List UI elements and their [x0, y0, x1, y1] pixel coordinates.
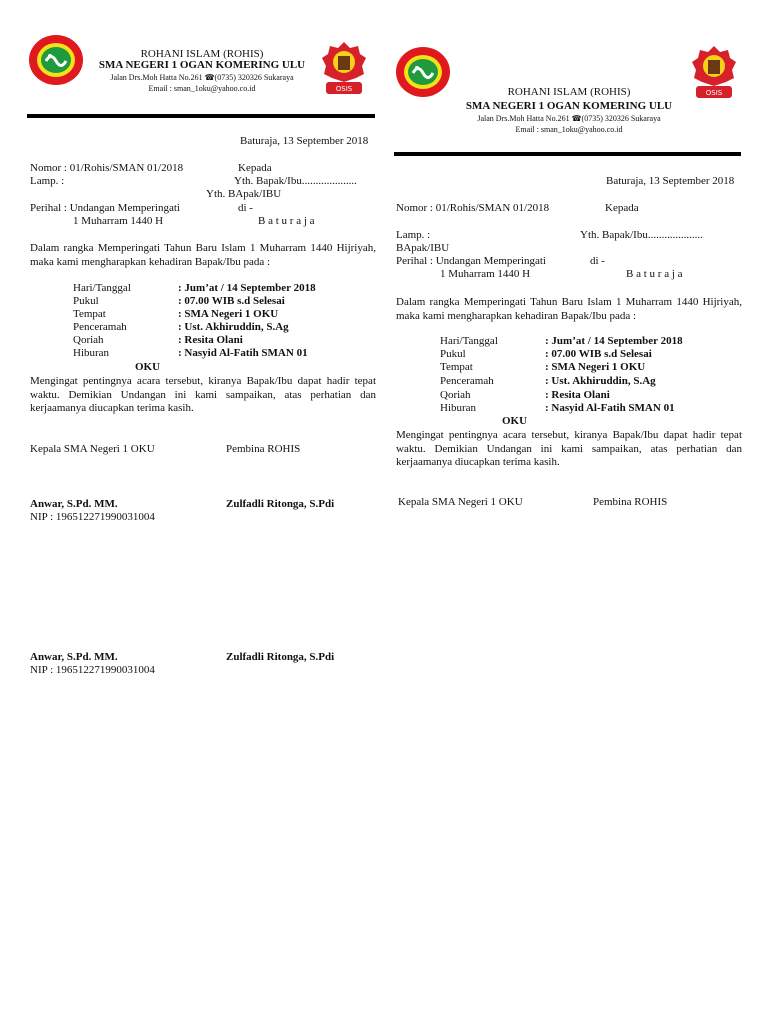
detail-value: : Ust. Akhiruddin, S.Ag — [545, 375, 656, 387]
header-school: SMA NEGERI 1 OGAN KOMERING ULU — [98, 59, 306, 71]
detail-value: : SMA Negeri 1 OKU — [545, 361, 646, 373]
detail-value: : Resita Olani — [545, 389, 610, 401]
header-address: Jalan Drs.Moh Hatta No.261 ☎(0735) 320326 Sukaraya — [477, 114, 661, 123]
osis-logo-icon — [320, 40, 368, 98]
letter-perihal: Perihal : Undangan Memperingati — [396, 255, 546, 267]
detail-value: : Resita Olani — [178, 334, 243, 346]
detail-value: : 07.00 WIB s.d Selesai — [178, 295, 285, 307]
header-org: ROHANI ISLAM (ROHIS) — [507, 86, 631, 98]
header-divider — [27, 114, 375, 118]
sign-name-left: Anwar, S.Pd. MM. — [30, 651, 118, 663]
letter-yth-recipient: BApak/IBU — [396, 242, 450, 254]
letter-muharram: 1 Muharram 1440 H — [440, 268, 531, 280]
letter-di: di - — [590, 255, 605, 267]
oku-label: OKU — [502, 415, 528, 427]
header-email: Email : sman_1oku@yahoo.co.id — [148, 84, 256, 93]
letter-closing: Mengingat pentingnya acara tersebut, kiranya Bapak/Ibu dapat hadir tepat waktu. Demikian Undangan ini kami sampaikan, atas perhatian dan kerjaamanya diucapkan terima kasih. — [30, 375, 376, 414]
letter-lamp: Lamp. : — [396, 229, 431, 241]
letter-di: di - — [238, 202, 253, 214]
sign-nip: NIP : 196512271990031004 — [30, 664, 155, 676]
letter-intro: Dalam rangka Memperingati Tahun Baru Islam 1 Muharram 1440 Hijriyah, maka kami mengharapkan kehadiran Bapak/Ibu pada : — [30, 242, 376, 268]
header-org: ROHANI ISLAM (ROHIS) — [140, 48, 264, 60]
oku-label: OKU — [135, 361, 161, 373]
detail-value: : SMA Negeri 1 OKU — [178, 308, 279, 320]
header-divider — [394, 152, 741, 156]
letter-nomor: Nomor : 01/Rohis/SMAN 01/2018 — [30, 162, 184, 174]
detail-label: Hiburan — [440, 402, 477, 414]
letter-yth: Yth. Bapak/Ibu.................... — [234, 175, 357, 187]
detail-value: : Nasyid Al-Fatih SMAN 01 — [545, 402, 675, 414]
letter-city: B a t u r a j a — [626, 268, 683, 280]
osis-logo-label: OSIS — [705, 89, 723, 97]
letter-muharram: 1 Muharram 1440 H — [73, 215, 164, 227]
letter-closing: Mengingat pentingnya acara tersebut, kiranya Bapak/Ibu dapat hadir tepat waktu. Demikian Undangan ini kami sampaikan, atas perhatian dan kerjaamanya diucapkan terima kasih. — [396, 429, 742, 468]
letter-yth: Yth. Bapak/Ibu.................... — [580, 229, 703, 241]
detail-label: Tempat — [73, 308, 106, 320]
detail-label: Pukul — [440, 348, 466, 360]
detail-value: : 07.00 WIB s.d Selesai — [545, 348, 652, 360]
sign-nip: NIP : 196512271990031004 — [30, 511, 155, 523]
letter-lamp: Lamp. : — [30, 175, 65, 187]
detail-value: : Ust. Akhiruddin, S.Ag — [178, 321, 289, 333]
letter-city: B a t u r a j a — [258, 215, 315, 227]
detail-label: Hiburan — [73, 347, 110, 359]
osis-logo-label: OSIS — [335, 85, 353, 93]
detail-label: Hari/Tanggal — [440, 335, 498, 347]
letter-kepada: Kepada — [238, 162, 272, 174]
sign-name-right: Zulfadli Ritonga, S.Pdi — [226, 498, 335, 510]
header-school: SMA NEGERI 1 OGAN KOMERING ULU — [465, 100, 673, 112]
detail-label: Qoriah — [440, 389, 471, 401]
header-address: Jalan Drs.Moh Hatta No.261 ☎(0735) 320326 Sukaraya — [110, 73, 294, 82]
letter-perihal: Perihal : Undangan Memperingati — [30, 202, 180, 214]
detail-value: : Nasyid Al-Fatih SMAN 01 — [178, 347, 308, 359]
osis-logo-icon — [690, 44, 738, 102]
rohis-logo-icon — [395, 46, 451, 98]
sign-name-left: Anwar, S.Pd. MM. — [30, 498, 118, 510]
sign-name-right: Zulfadli Ritonga, S.Pdi — [226, 651, 335, 663]
detail-label: Penceramah — [73, 321, 127, 333]
sign-title-left: Kepala SMA Negeri 1 OKU — [30, 443, 155, 455]
detail-label: Penceramah — [440, 375, 494, 387]
detail-label: Tempat — [440, 361, 473, 373]
detail-label: Hari/Tanggal — [73, 282, 131, 294]
sign-title-right: Pembina ROHIS — [593, 496, 668, 508]
header-email: Email : sman_1oku@yahoo.co.id — [515, 125, 623, 134]
rohis-logo-icon — [28, 34, 84, 86]
detail-value: : Jum’at / 14 September 2018 — [178, 282, 316, 294]
detail-value: : Jum’at / 14 September 2018 — [545, 335, 683, 347]
sign-title-right: Pembina ROHIS — [226, 443, 301, 455]
sign-title-left: Kepala SMA Negeri 1 OKU — [398, 496, 523, 508]
letter-intro: Dalam rangka Memperingati Tahun Baru Islam 1 Muharram 1440 Hijriyah, maka kami mengharapkan kehadiran Bapak/Ibu pada : — [396, 296, 742, 322]
letter-nomor: Nomor : 01/Rohis/SMAN 01/2018 — [396, 202, 550, 214]
letter-date: Baturaja, 13 September 2018 — [606, 175, 735, 187]
letter-kepada: Kepada — [605, 202, 639, 214]
detail-label: Qoriah — [73, 334, 104, 346]
detail-label: Pukul — [73, 295, 99, 307]
letter-yth-recipient: Yth. BApak/IBU — [206, 188, 282, 200]
letter-date: Baturaja, 13 September 2018 — [240, 135, 369, 147]
